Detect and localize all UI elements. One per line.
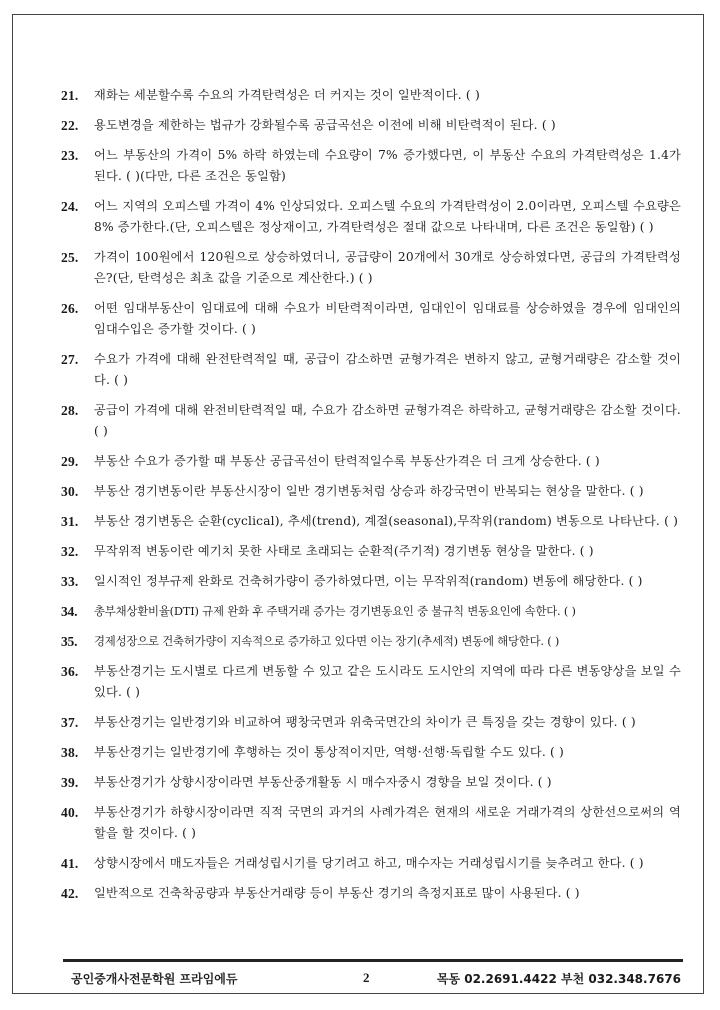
question-item <box>61 772 681 793</box>
question-number: 42. <box>61 886 79 901</box>
question-item <box>61 571 681 592</box>
question-number: 21. <box>61 88 79 103</box>
question-number: 28. <box>61 403 79 418</box>
question-item <box>61 115 681 136</box>
question-number: 32. <box>61 544 79 559</box>
question-item <box>61 802 681 844</box>
question-text: 부동산경기는 일반경기와 비교하여 팽창국면과 위축국면간의 차이가 큰 특징을 갖는 경향이 있다. ( ) <box>94 715 636 729</box>
question-number: 30. <box>61 484 79 499</box>
question-text: 부동산경기가 상향시장이라면 부동산중개활동 시 매수자중시 경향을 보일 것이다. ( ) <box>94 775 552 789</box>
question-item <box>61 481 681 502</box>
question-item <box>61 349 681 391</box>
question-item <box>61 247 681 289</box>
question-text: 상향시장에서 매도자들은 거래성립시기를 당기려고 하고, 매수자는 거래성립시기를 늦추려고 한다. ( ) <box>94 856 644 870</box>
question-number: 33. <box>61 574 79 589</box>
question-number: 25. <box>61 250 79 265</box>
question-item <box>61 541 681 562</box>
question-item <box>61 712 681 733</box>
page-number: 2 <box>363 970 370 985</box>
question-number: 26. <box>61 301 79 316</box>
question-number: 35. <box>61 634 78 649</box>
question-text: 어느 지역의 오피스텔 가격이 4% 인상되었다. 오피스텔 수요의 가격탄력성이 2.0이라면, 오피스텔 수요량은 8% 증가한다.(단, 오피스텔은 정상재이고, 가격탄력성은 절대 값으로 나타내며, 다른 조건은 동일함) ( ) <box>94 199 681 234</box>
question-number: 38. <box>61 745 79 760</box>
question-number: 40. <box>61 805 79 820</box>
question-item <box>61 883 681 904</box>
question-item <box>61 511 681 532</box>
question-item <box>61 145 681 187</box>
question-item <box>61 742 681 763</box>
question-item <box>61 601 681 622</box>
question-number: 36. <box>61 664 79 679</box>
question-item <box>61 298 681 340</box>
question-text: 경제성장으로 건축허가량이 지속적으로 증가하고 있다면 이는 장기(추세적) 변동에 해당한다. ( ) <box>94 634 560 648</box>
question-text: 총부채상환비율(DTI) 규제 완화 후 주택거래 증가는 경기변동요인 중 불규칙 변동요인에 속한다. ( ) <box>94 604 576 618</box>
question-number: 27. <box>61 352 79 367</box>
question-number: 34. <box>61 604 78 619</box>
question-item <box>61 451 681 472</box>
question-number: 39. <box>61 775 79 790</box>
question-text: 공급이 가격에 대해 완전비탄력적일 때, 수요가 감소하면 균형가격은 하락하고, 균형거래량은 감소할 것이다. ( ) <box>94 403 681 438</box>
question-text: 일반적으로 건축착공량과 부동산거래량 등이 부동산 경기의 측정지표로 많이 사용된다. ( ) <box>94 886 580 900</box>
question-number: 29. <box>61 454 79 469</box>
question-list <box>61 85 681 913</box>
question-number: 24. <box>61 199 79 214</box>
question-text: 재화는 세분할수록 수요의 가격탄력성은 더 커지는 것이 일반적이다. ( ) <box>94 88 480 102</box>
question-text: 부동산 경기변동이란 부동산시장이 일반 경기변동처럼 상승과 하강국면이 반복되는 현상을 말한다. ( ) <box>94 484 644 498</box>
question-number: 31. <box>61 514 79 529</box>
page-footer <box>63 959 683 996</box>
question-item <box>61 631 681 652</box>
question-text: 부동산경기는 도시별로 다르게 변동할 수 있고 같은 도시라도 도시안의 지역에 따라 다른 변동양상을 보일 수 있다. ( ) <box>94 664 681 699</box>
question-item <box>61 853 681 874</box>
question-text: 부동산 경기변동은 순환(cyclical), 추세(trend), 계절(seasonal),무작위(random) 변동으로 나타난다. ( ) <box>94 514 679 528</box>
question-item <box>61 85 681 106</box>
question-text: 무작위적 변동이란 예기치 못한 사태로 초래되는 순환적(주기적) 경기변동 현상을 말한다. ( ) <box>94 544 594 558</box>
question-item <box>61 196 681 238</box>
question-number: 23. <box>61 148 79 163</box>
contact-info: 목동 02.2691.4422 부천 032.348.7676 <box>436 972 681 986</box>
question-text: 용도변경을 제한하는 법규가 강화될수록 공급곡선은 이전에 비해 비탄력적이 된다. ( ) <box>94 118 556 132</box>
question-item <box>61 400 681 442</box>
question-item <box>61 661 681 703</box>
question-text: 가격이 100원에서 120원으로 상승하였더니, 공급량이 20개에서 30개로 상승하였다면, 공급의 가격탄력성은?(단, 탄력성은 최초 값을 기준으로 계산한다.) ( ) <box>94 250 681 285</box>
question-text: 어느 부동산의 가격이 5% 하락 하였는데 수요량이 7% 증가했다면, 이 부동산 수요의 가격탄력성은 1.4가 된다. ( )(다만, 다른 조건은 동일함) <box>94 148 681 183</box>
question-text: 부동산경기는 일반경기에 후행하는 것이 통상적이지만, 역행·선행·독립할 수도 있다. ( ) <box>94 745 564 759</box>
question-text: 수요가 가격에 대해 완전탄력적일 때, 공급이 감소하면 균형가격은 변하지 않고, 균형거래량은 감소할 것이다. ( ) <box>94 352 681 387</box>
question-text: 어떤 임대부동산이 임대료에 대해 수요가 비탄력적이라면, 임대인이 임대료를 상승하였을 경우에 임대인의 임대수입은 증가할 것이다. ( ) <box>94 301 681 336</box>
question-text: 부동산 수요가 증가할 때 부동산 공급곡선이 탄력적일수록 부동산가격은 더 크게 상승한다. ( ) <box>94 454 600 468</box>
worksheet-page <box>12 14 704 994</box>
question-number: 37. <box>61 715 79 730</box>
question-text: 부동산경기가 하향시장이라면 직적 국면의 과거의 사례가격은 현재의 새로운 거래가격의 상한선으로써의 역할을 할 것이다. ( ) <box>94 805 681 840</box>
publisher-name: 공인중개사전문학원 프라임에듀 <box>71 972 238 986</box>
question-number: 41. <box>61 856 79 871</box>
question-text: 일시적인 정부규제 완화로 건축허가량이 증가하였다면, 이는 무작위적(random) 변동에 해당한다. ( ) <box>94 574 643 588</box>
question-number: 22. <box>61 118 79 133</box>
